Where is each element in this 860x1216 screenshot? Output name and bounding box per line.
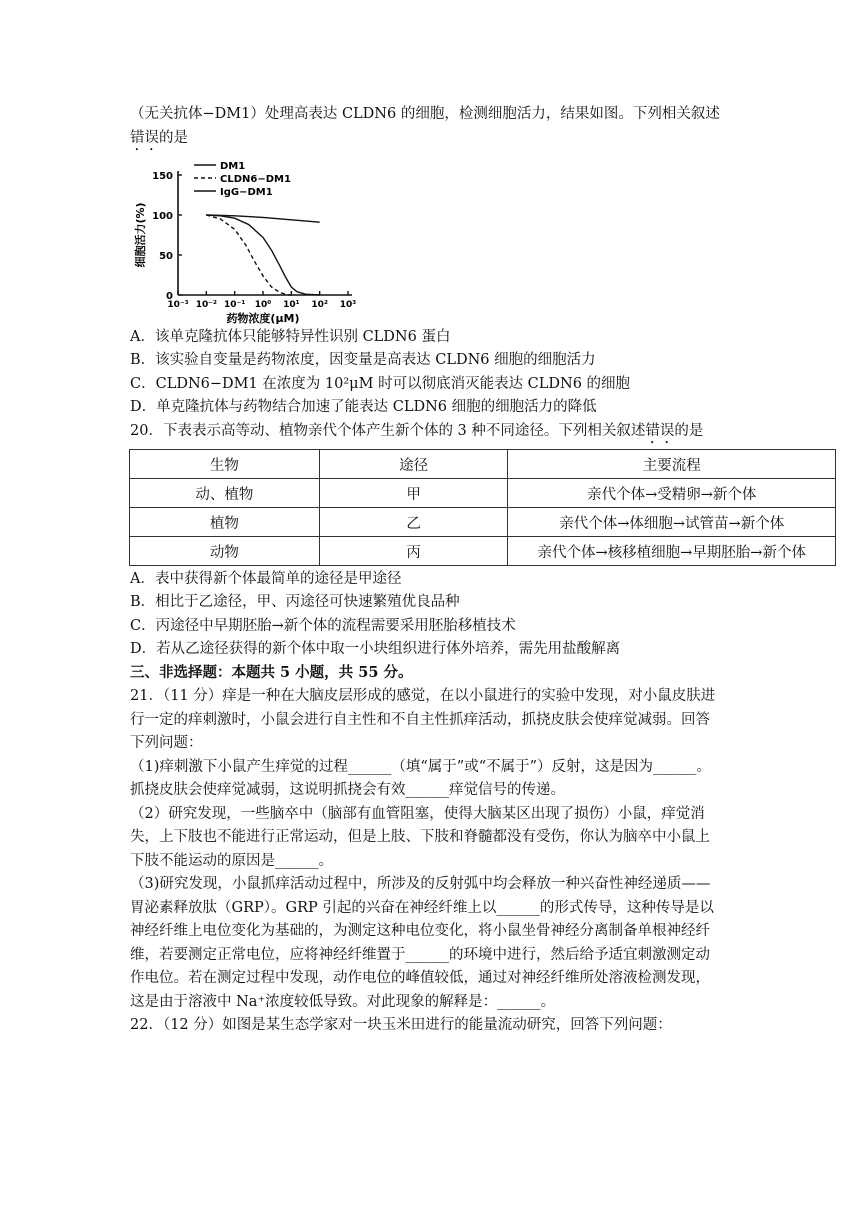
q21-line: 维，若要测定正常电位，应将神经纤维置于______的环境中进行，然后给予适宜刺激测定动: [130, 947, 710, 963]
q19-option-a: A．该单克隆抗体只能够特异性识别 CLDN6 蛋白: [130, 329, 451, 345]
table-cell: 亲代个体→受精卵→新个体: [508, 479, 836, 508]
q21-line: 21．（11 分）痒是一种在大脑皮层形成的感觉，在以小鼠进行的实验中发现，对小鼠皮肤进: [130, 688, 716, 704]
x-tick-label: 10³: [339, 300, 357, 310]
series-line-1: [206, 215, 291, 295]
q19-option-b: B．该实验自变量是药物浓度，因变量是高表达 CLDN6 细胞的细胞活力: [130, 352, 596, 368]
y-tick-label: 100: [152, 211, 173, 222]
q19-option-d: D．单克隆抗体与药物结合加速了能表达 CLDN6 细胞的细胞活力的降低: [130, 399, 597, 415]
q20-option-d: D．若从乙途径获得的新个体中取一小块组织进行体外培养，需先用盐酸解离: [130, 641, 621, 657]
table-cell: 乙: [319, 508, 508, 537]
table-header: 主要流程: [508, 450, 836, 479]
table-header: 生物: [130, 450, 320, 479]
series-line-2: [206, 215, 319, 222]
cell-viability-chart: [130, 155, 362, 325]
series-line-0: [206, 215, 319, 295]
y-tick-label: 150: [152, 171, 173, 182]
x-tick-label: 10⁻²: [195, 300, 217, 310]
y-tick-label: 50: [159, 251, 173, 262]
legend-label: IgG−DM1: [220, 187, 273, 198]
q21-line: 行一定的痒刺激时，小鼠会进行自主性和不自主性抓痒活动，抓挠皮肤会使痒觉减弱。回答: [130, 712, 710, 728]
section-heading: 三、非选择题：本题共 5 小题，共 55 分。: [130, 664, 413, 681]
q21-line: （2）研究发现，一些脑卒中（脑部有血管阻塞，使得大脑某区出现了损伤）小鼠，痒觉消: [130, 806, 705, 822]
q21-line: 下列问题：: [130, 735, 203, 751]
x-tick-label: 10⁻¹: [224, 300, 246, 310]
table-row: [130, 537, 836, 566]
q19-stem-tail: 的是: [159, 130, 188, 146]
legend-label: DM1: [220, 161, 246, 172]
table-row: [130, 508, 836, 537]
emph-char: 错: [645, 423, 660, 439]
x-axis-label: 药物浓度(μM): [226, 312, 300, 325]
q21-line: （1)痒刺激下小鼠产生痒觉的过程______（填“属于”或“不属于”）反射，这是因为______。: [130, 759, 712, 775]
q19-stem-line2: [130, 128, 188, 154]
q19-option-c: C．CLDN6−DM1 在浓度为 10²μM 时可以彻底消灭能表达 CLDN6 的细胞: [130, 376, 631, 392]
table-cell: 丙: [319, 537, 508, 566]
table-header-row: [130, 450, 836, 479]
table-header: 途径: [319, 450, 508, 479]
q22-stem: 22．（12 分）如图是某生态学家对一块玉米田进行的能量流动研究，回答下列问题：: [130, 1017, 672, 1033]
y-tick-label: 0: [166, 291, 173, 302]
emph-char: 误: [144, 130, 159, 146]
q20-option-c: C．丙途径中早期胚胎→新个体的流程需要采用胚胎移植技术: [130, 618, 516, 634]
q21-line: 作电位。若在测定过程中发现，动作电位的峰值较低，通过对神经纤维所处溶液检测发现，: [130, 970, 710, 986]
q21-line: 抓挠皮肤会使痒觉减弱，这说明抓挠会有效______痒觉信号的传递。: [130, 782, 565, 798]
q20-option-b: B．相比于乙途径，甲、丙途径可快速繁殖优良品种: [130, 594, 460, 610]
table-cell: 动、植物: [130, 479, 320, 508]
q21-line: 失，上下肢也不能进行正常运动，但是上肢、下肢和脊髓都没有受伤，你认为脑卒中小鼠上: [130, 829, 710, 845]
table-row: [130, 479, 836, 508]
emph-char: 误: [659, 423, 675, 439]
q21-line: 下肢不能运动的原因是______。: [130, 853, 333, 869]
q20-stem-tail: 的是: [674, 423, 704, 439]
table-cell: 亲代个体→体细胞→试管苗→新个体: [508, 508, 836, 537]
x-tick-label: 10¹: [283, 300, 300, 310]
q21-line: 神经纤维上电位变化为基础的，为测定这种电位变化，将小鼠坐骨神经分离制备单根神经纤: [130, 923, 710, 939]
q21-line: （3)研究发现，小鼠抓痒活动过程中，所涉及的反射弧中均会释放一种兴奋性神经递质——: [130, 876, 711, 892]
q21-line: 这是由于溶液中 Na⁺浓度较低导致。对此现象的解释是：______。: [130, 994, 556, 1010]
q19-stem-line1: （无关抗体−DM1）处理高表达 CLDN6 的细胞，检测细胞活力，结果如图。下列相关叙述: [130, 106, 720, 122]
q20-stem: [130, 421, 703, 447]
reproduction-table: [129, 449, 836, 566]
table-cell: 植物: [130, 508, 320, 537]
q20-stem-text: 20．下表表示高等动、植物亲代个体产生新个体的 3 种不同途径。下列相关叙述: [130, 423, 646, 439]
x-tick-label: 10⁰: [254, 300, 272, 310]
table-cell: 动物: [130, 537, 320, 566]
y-axis-label: 细胞活力(%): [134, 202, 147, 268]
x-tick-label: 10²: [311, 300, 328, 310]
table-cell: 甲: [319, 479, 508, 508]
x-tick-label: 10⁻³: [167, 300, 189, 310]
q20-option-a: A．表中获得新个体最简单的途径是甲途径: [130, 571, 402, 587]
q21-line: 胃泌素释放肽（GRP）。GRP 引起的兴奋在神经纤维上以______的形式传导，这种传导是以: [130, 900, 714, 916]
table-cell: 亲代个体→核移植细胞→早期胚胎→新个体: [508, 537, 836, 566]
emph-char: 错: [130, 130, 145, 146]
legend-label: CLDN6−DM1: [220, 174, 291, 185]
